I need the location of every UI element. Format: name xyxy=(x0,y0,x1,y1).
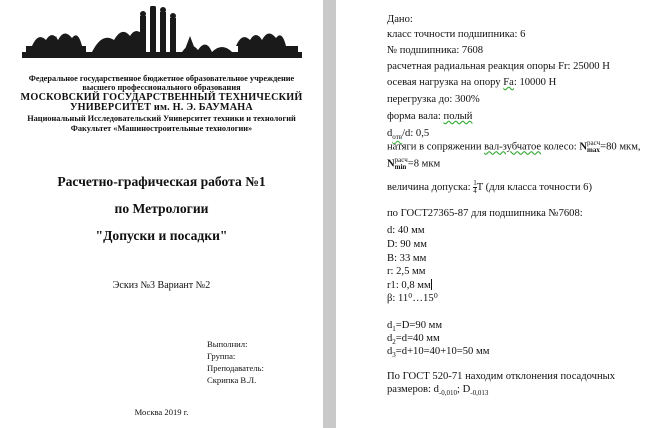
gost-value: d: 40 мм xyxy=(387,225,425,236)
tolerance-value: величина допуска: $\frac{1}{4}$ T (для класса точности 6) xyxy=(387,179,592,195)
accuracy-class: класс точности подшипника: 6 xyxy=(387,29,526,40)
overload: перегрузка до: 300% xyxy=(387,94,480,105)
gost-value: r1: 0,8 мм xyxy=(387,280,431,291)
performed-by-label: Выполнил: xyxy=(207,339,248,349)
university-name-line: МОСКОВСКИЙ ГОСУДАРСТВЕННЫЙ ТЕХНИЧЕСКИЙ xyxy=(20,92,303,103)
diameter-d2: $d_2=d=40$ мм xyxy=(387,333,440,347)
gost-heading: по ГОСТ27365-87 для подшипника №7608: xyxy=(387,208,583,219)
work-title: Расчетно-графическая работа №1 xyxy=(57,174,266,189)
university-name-line: УНИВЕРСИТЕТ им. Н. Э. БАУМАНА xyxy=(70,102,253,113)
text-cursor xyxy=(431,279,432,290)
city-year: Москва 2019 г. xyxy=(134,407,189,417)
ministry-line: высшего профессионального образования xyxy=(82,83,241,92)
diameter-d1: $d_1=D=90$ мм xyxy=(387,320,443,334)
sketch-variant: Эскиз №3 Вариант №2 xyxy=(112,280,211,291)
deviation-line: По ГОСТ 520-71 находим отклонения посадочных xyxy=(387,371,616,382)
given-heading: Дано: xyxy=(387,14,413,25)
gost-value: B: 33 мм xyxy=(387,253,427,264)
interference-min-line: N расч min =8 мкм xyxy=(387,156,441,171)
deviation-values: размеров: $d_{-0,010}$; $D_{-0,013}$ xyxy=(387,384,489,398)
faculty-line: Факультет «Машиностроительные технологии» xyxy=(70,124,253,133)
subject-title: по Метрологии xyxy=(114,201,209,216)
interference-line: натяги в сопряжении вал-зубчатое колесо: N расч max =80 мкм, xyxy=(387,139,641,154)
ministry-line: Федеральное государственное бюджетное образовательное учреждение xyxy=(28,74,295,83)
gost-beta: β: 11⁰…15⁰ xyxy=(387,293,438,304)
shaft-form: форма вала: полый xyxy=(387,111,473,122)
teacher-label: Преподаватель: xyxy=(207,363,264,373)
diameter-d3: $d_3=d+10=40+10=50$ мм xyxy=(387,346,490,360)
university-frieze-logo xyxy=(22,6,302,66)
group-label: Группа: xyxy=(207,351,236,361)
diameter-ratio: $d_{отв}/d$: 0,5 xyxy=(387,128,430,142)
gost-value: r: 2,5 мм xyxy=(387,266,426,277)
gost-value: D: 90 мм xyxy=(387,239,427,250)
university-subtitle-line: Национальный Исследовательский Университет техники и технологий xyxy=(27,114,296,123)
bearing-number: № подшипника: 7608 xyxy=(387,45,484,56)
title-page xyxy=(0,0,323,428)
radial-reaction: расчетная радиальная реакция опоры Fr: 25000 Н xyxy=(387,61,610,72)
axial-load: осевая нагрузка на опору Fa: 10000 Н xyxy=(387,77,557,88)
topic-title: "Допуски и посадки" xyxy=(95,228,228,243)
teacher-name: Скрипка В.Л. xyxy=(207,375,257,385)
